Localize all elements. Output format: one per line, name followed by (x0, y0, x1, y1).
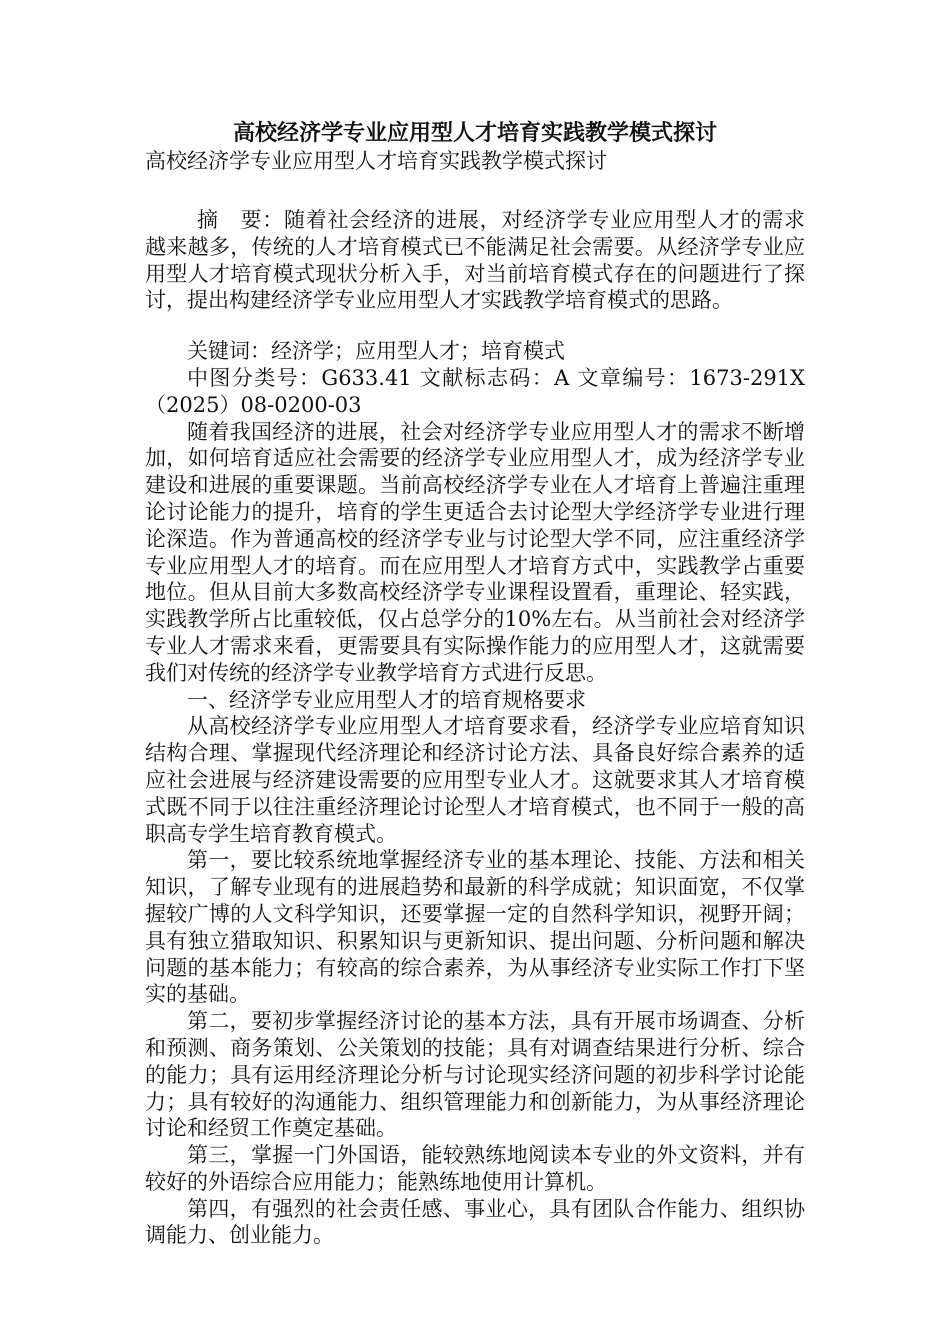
document-body (145, 118, 805, 1249)
body-paragraph: 第一，要比较系统地掌握经济专业的基本理论、技能、方法和相关知识，了解专业现有的进展趋势和最新的科学成就；知识面宽，不仅掌握较广博的人文科学知识，还要掌握一定的自然科学知识，视野开阔；具有独立猎取知识、积累知识与更新知识、提出问题、分析问题和解决问题的基本能力；有较高的综合素养，为从事经济专业实际工作打下坚实的基础。 (145, 848, 805, 1007)
section-heading-1: 一、经济学专业应用型人才的培育规格要求 (187, 687, 586, 712)
spacer (145, 174, 805, 207)
body-paragraph-intro: 随着我国经济的进展，社会对经济学专业应用型人才的需求不断增加，如何培育适应社会需要的经济学专业应用型人才，成为经济学专业建设和进展的重要课题。当前高校经济学专业在人才培育上普遍注重理论讨论能力的提升，培育的学生更适合去讨论型大学经济学专业进行理论深造。作为普通高校的经济学专业与讨论型大学不同，应注重经济学专业应用型人才的培育。而在应用型人才培育方式中，实践教学占重要地位。但从目前大多数高校经济学专业课程设置看，重理论、轻实践，实践教学所占比重较低，仅占总学分的10%左右。从当前社会对经济学专业人才需求来看，更需要具有实际操作能力的应用型人才，这就需要我们对传统的经济学专业教学培育方式进行反思。 (145, 419, 805, 685)
body-paragraph: 第四，有强烈的社会责任感、事业心，具有团队合作能力、组织协调能力、创业能力。 (145, 1196, 805, 1248)
document-subtitle: 高校经济学专业应用型人才培育实践教学模式探讨 (145, 149, 607, 173)
body-paragraph: 从高校经济学专业应用型人才培育要求看，经济学专业应培育知识结构合理、掌握现代经济理论和经济讨论方法、具备良好综合素养的适应社会进展与经济建设需要的应用型专业人才。这就要求其人才培育模式既不同于以往注重经济理论讨论型人才培育模式，也不同于一般的高职高专学生培育教育模式。 (145, 714, 805, 846)
body-paragraph: 第三，掌握一门外国语，能较熟练地阅读本专业的外文资料，并有较好的外语综合应用能力；能熟练地使用计算机。 (145, 1143, 805, 1194)
keywords: 关键词：经济学；应用型人才；培育模式 (187, 339, 565, 364)
spacer (145, 314, 805, 338)
document-title: 高校经济学专业应用型人才培育实践教学模式探讨 (232, 120, 717, 146)
abstract: 摘 要：随着社会经济的进展，对经济学专业应用型人才的需求越来越多，传统的人才培育模式已不能满足社会需要。从经济学专业应用型人才培育模式现状分析入手，对当前培育模式存在的问题进行了探讨，提出构建经济学专业应用型人才实践教学培育模式的思路。 (145, 208, 805, 313)
classification-info: 中图分类号：G633.41 文献标志码：A 文章编号：1673-291X（2025）08-0200-03 (145, 365, 805, 417)
body-paragraph: 第二，要初步掌握经济讨论的基本方法，具有开展市场调查、分析和预测、商务策划、公关策划的技能；具有对调查结果进行分析、综合的能力；具有运用经济理论分析与讨论现实经济问题的初步科学讨论能力；具有较好的沟通能力、组织管理能力和创新能力，为从事经济理论讨论和经贸工作奠定基础。 (145, 1009, 805, 1141)
